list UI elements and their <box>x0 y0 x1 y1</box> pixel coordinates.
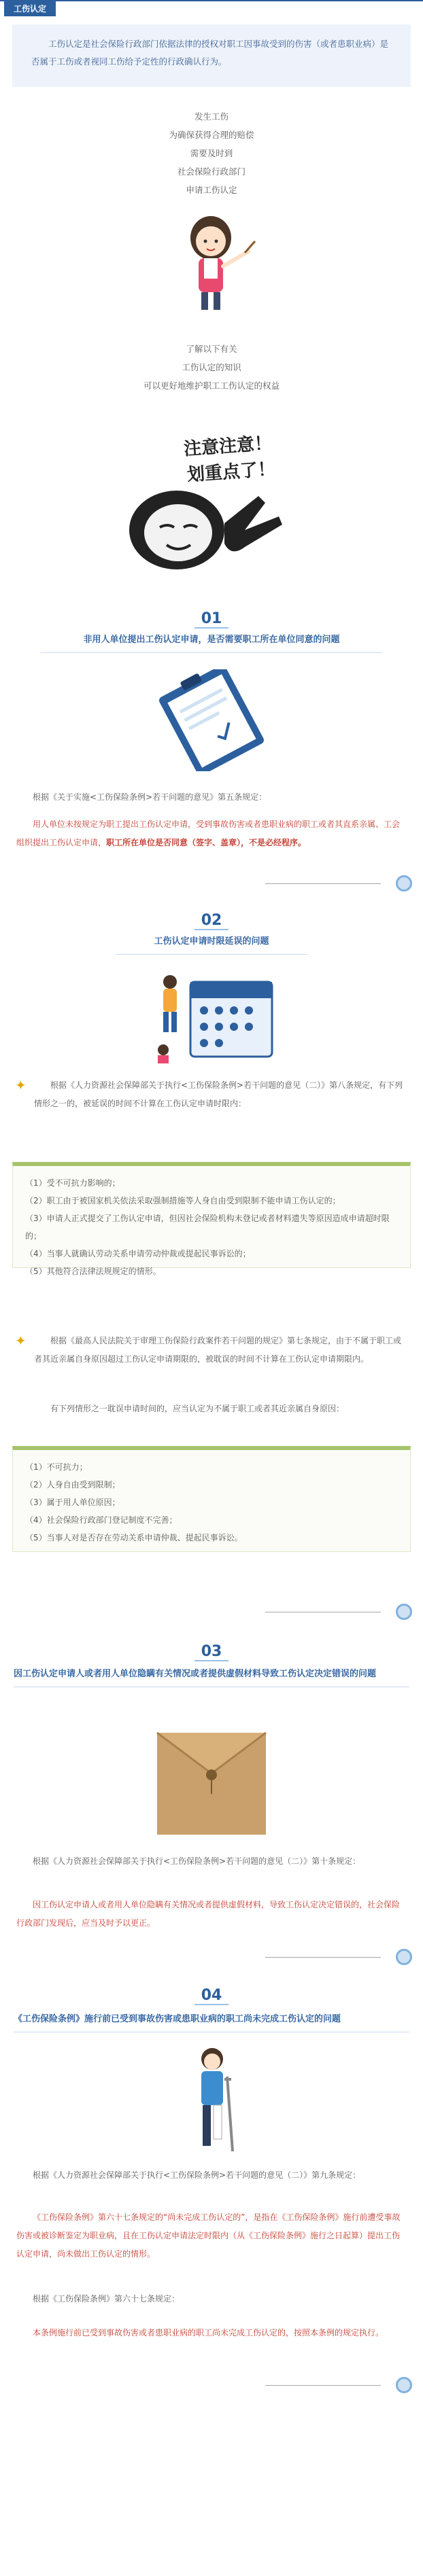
list-item: （1）不可抗力； <box>25 1462 88 1472</box>
list-item: （4）当事人就确认劳动关系申请劳动仲裁或提起民事诉讼的； <box>25 1249 251 1258</box>
paragraph: 根据《人力资源社会保障部关于执行<工伤保险条例>若干问题的意见（二）》第八条规定，有下列情形之一的，被延误的时间不计算在工伤认定申请时限内： <box>34 1080 403 1108</box>
section-number <box>0 1987 423 2005</box>
list-item: （2）职工由于被国家机关依法采取强制措施等人身自由受到限制不能申请工伤认定的； <box>25 1196 341 1205</box>
section-title: 因工伤认定申请人或者用人单位隐瞒有关情况或者提供虚假材料导致工伤认定决定错误的问题 <box>14 1666 409 1687</box>
section-title: 非用人单位提出工伤认定申请，是否需要职工所在单位同意的问题 <box>41 632 382 653</box>
circle-icon <box>396 1949 412 1965</box>
circle-icon <box>396 875 412 892</box>
attention-meme <box>122 435 299 571</box>
intro-lines <box>0 107 423 199</box>
paragraph: 根据《人力资源社会保障部关于执行<工伤保险条例>若干问题的意见（二）》第九条规定： <box>33 2170 361 2180</box>
list-box <box>12 1162 411 1276</box>
highlight-paragraph <box>16 815 407 852</box>
circle-icon <box>396 2377 412 2393</box>
highlight-paragraph: 因工伤认定申请人或者用人单位隐瞒有关情况或者提供虚假材料，导致工伤认定决定错误的，社会保险行政部门发现后，应当及时予以更正。 <box>16 1900 401 1928</box>
list-item: （2）人身自由受到限制； <box>25 1480 120 1489</box>
divider-line <box>265 1957 381 1958</box>
section-number-text: 02 <box>194 912 229 930</box>
intro-line: 社会保险行政部门 <box>177 166 246 177</box>
envelope-illustration <box>143 1726 280 1841</box>
section-title: 工伤认定申请时限延误的问题 <box>116 934 307 955</box>
intro-box: 工伤认定是社会保险行政部门依据法律的授权对职工因事故受到的伤害（或者患职业病）是否属于工伤或者视同工伤给予定性的行政确认行为。 <box>12 24 411 87</box>
teacher-illustration <box>163 204 258 313</box>
clipboard-illustration <box>148 669 275 771</box>
intro-line: 为确保获得合理的赔偿 <box>169 130 254 140</box>
section-number <box>0 610 423 629</box>
calendar-illustration <box>143 968 279 1063</box>
intro-line: 需要及时到 <box>190 148 233 158</box>
star-icon: ✦ <box>15 1333 27 1349</box>
meme-text-2: 划重点了！ <box>186 459 276 486</box>
learn-line: 了解以下有关 <box>186 344 237 354</box>
header-bar <box>0 0 423 15</box>
section-number-text: 01 <box>194 610 229 629</box>
section-number <box>0 1643 423 1661</box>
section-number-text: 03 <box>194 1643 229 1661</box>
list-item: （1）受不可抗力影响的； <box>25 1178 120 1188</box>
divider-line <box>265 883 381 884</box>
learn-lines <box>0 340 423 395</box>
paragraph: 有下列情形之一耽误申请时间的，应当认定为不属于职工或者其近亲属自身原因： <box>50 1404 345 1413</box>
list-item: （4）社会保险行政部门登记制度不完善； <box>25 1515 177 1525</box>
section-title: 《工伤保险条例》施行前已受到事故伤害或患职业病的职工尚未完成工伤认定的问题 <box>14 2011 409 2032</box>
paragraph: 根据《关于实施<工伤保险条例>若干问题的意见》第五条规定： <box>33 792 267 802</box>
list-item: （3）申请人正式提交了工伤认定申请，但因社会保险机构未登记或者材料遗失等原因造成申请超时限的； <box>25 1214 390 1241</box>
paragraph: 根据《最高人民法院关于审理工伤保险行政案件若干问题的规定》第七条规定，由于不属于职工或者其近亲属自身原因超过工伤认定申请期限的，被耽误的时间不计算在工伤认定申请期限内。 <box>34 1336 402 1364</box>
learn-line: 工伤认定的知识 <box>182 362 241 372</box>
learn-line: 可以更好地维护职工工伤认定的权益 <box>143 381 280 391</box>
divider-line <box>265 2385 381 2386</box>
section-tag: 工伤认定 <box>4 1 56 16</box>
intro-line: 申请工伤认定 <box>186 185 237 195</box>
list-box <box>12 1446 411 1552</box>
highlight-paragraph: 《工伤保险条例》第六十七条规定的“尚未完成工伤认定的”，是指在《工伤保险条例》施行前遭受事故伤害或被诊断鉴定为职业病，且在工伤认定申请法定时限内（从《工伤保险条例》施行之日起算）提出工伤认定申请，尚未做出工伤认定的情形。 <box>16 2212 401 2259</box>
highlight-bold-text: 职工所在单位是否同意（签字、盖章），不是必经程序。 <box>106 838 307 847</box>
paragraph: 根据《工伤保险条例》第六十七条规定： <box>33 2294 180 2304</box>
circle-icon <box>396 1604 412 1620</box>
crutch-person-illustration <box>178 2043 246 2158</box>
intro-line: 发生工伤 <box>194 111 229 122</box>
paragraph: 根据《人力资源社会保障部关于执行<工伤保险条例>若干问题的意见（二）》第十条规定： <box>33 1856 361 1866</box>
highlight-text: 用人单位未按规定为职工提出工伤认定申请，受到事故伤害或者患职业病的职工或者其直系亲属、工会组织提出工伤认定申请， <box>16 819 401 847</box>
star-icon: ✦ <box>15 1077 27 1093</box>
section-number <box>0 912 423 930</box>
list-item: （5）当事人对是否存在劳动关系申请仲裁、提起民事诉讼。 <box>25 1533 243 1542</box>
panda-face-icon <box>122 482 299 571</box>
section-number-text: 04 <box>194 1987 229 2005</box>
meme-text-1: 注意注意！ <box>183 433 273 460</box>
list-item: （3）属于用人单位原因； <box>25 1498 120 1507</box>
list-item: （5）其他符合法律法规规定的情形。 <box>25 1267 161 1276</box>
highlight-paragraph: 本条例施行前已受到事故伤害或者患职业病的职工尚未完成工伤认定的，按照本条例的规定执行。 <box>33 2328 384 2337</box>
